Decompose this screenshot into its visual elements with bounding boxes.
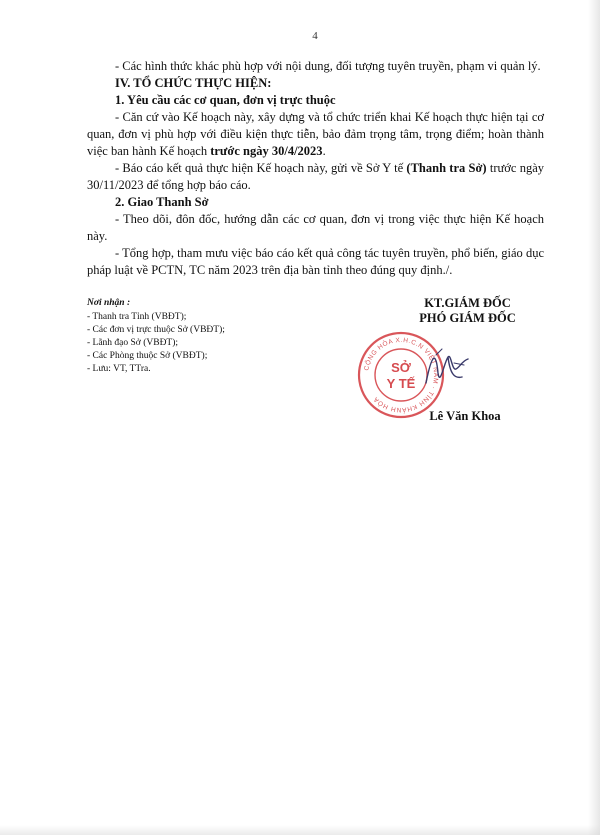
paragraph-implementation-end: . (322, 144, 326, 158)
paragraph-report (87, 160, 544, 194)
document-body (87, 58, 544, 279)
signature-title-block (380, 296, 555, 326)
paragraph-summary: - Tổng hợp, tham mưu việc báo cáo kết quả công tác tuyên truyền, phổ biến, giáo dục pháp luật về PCTN, TC năm 2023 trên địa bàn tỉnh theo đúng quy định./. (87, 246, 544, 277)
subheading-requirements: 1. Yêu cầu các cơ quan, đơn vị trực thuộc (115, 93, 336, 107)
recipient-item: - Các Phòng thuộc Sở (VBĐT); (87, 351, 208, 361)
paragraph-report-end: trước ngày 30/11/2023 để tổng hợp báo cáo. (87, 161, 544, 192)
page-edge-shadow (588, 0, 600, 835)
signature-title-line1: KT.GIÁM ĐỐC (424, 296, 511, 310)
recipients-block (87, 297, 347, 376)
recipient-item: - Lưu: VT, TTra. (87, 364, 151, 374)
signer-name: Lê Văn Khoa (429, 409, 501, 423)
seal-text-line1: SỞ (391, 360, 411, 375)
subheading-assign: 2. Giao Thanh Sở (115, 195, 209, 209)
recipient-item: - Các đơn vị trực thuộc Sở (VBĐT); (87, 325, 225, 335)
paragraph-monitor: - Theo dõi, đôn đốc, hướng dẫn các cơ quan, đơn vị trong việc thực hiện Kế hoạch này. (87, 212, 544, 243)
paragraph-report-text: - Báo cáo kết quả thực hiện Kế hoạch này, gửi về Sở Y tế (115, 161, 407, 175)
signature-title-line2: PHÓ GIÁM ĐỐC (419, 311, 516, 325)
paragraph-implementation-text: - Căn cứ vào Kế hoạch này, xây dựng và tổ chức triển khai Kế hoạch thực hiện tại cơ quan, đơn vị phù hợp với điều kiện thực tiễn, bảo đảm trọng tâm, trọng điểm; hoàn thành việc ban hành Kế hoạch (87, 110, 544, 158)
recipients-title: Nơi nhận : (87, 298, 131, 308)
page-bottom-shadow (0, 825, 600, 835)
recipient-item: - Lãnh đạo Sở (VBĐT); (87, 338, 179, 348)
deadline-date: trước ngày 30/4/2023 (210, 144, 323, 158)
handwritten-signature-icon (418, 343, 478, 393)
recipient-item: - Thanh tra Tỉnh (VBĐT); (87, 312, 187, 322)
seal-ring-text: CỘNG HÒA X.H.C.N VIỆT NAM · TỈNH KHÁNH HÒA (363, 336, 440, 414)
recipients-list (87, 311, 347, 376)
seal-text-line2: Y TẾ (386, 376, 416, 391)
section-heading-iv: IV. TỔ CHỨC THỰC HIỆN: (115, 76, 272, 90)
paragraph-implementation (87, 109, 544, 160)
inspectorate-label: (Thanh tra Sở) (406, 161, 487, 175)
paragraph-other-forms: - Các hình thức khác phù hợp với nội dung, đối tượng tuyên truyền, phạm vi quản lý. (115, 59, 541, 73)
page-number: 4 (312, 30, 318, 42)
